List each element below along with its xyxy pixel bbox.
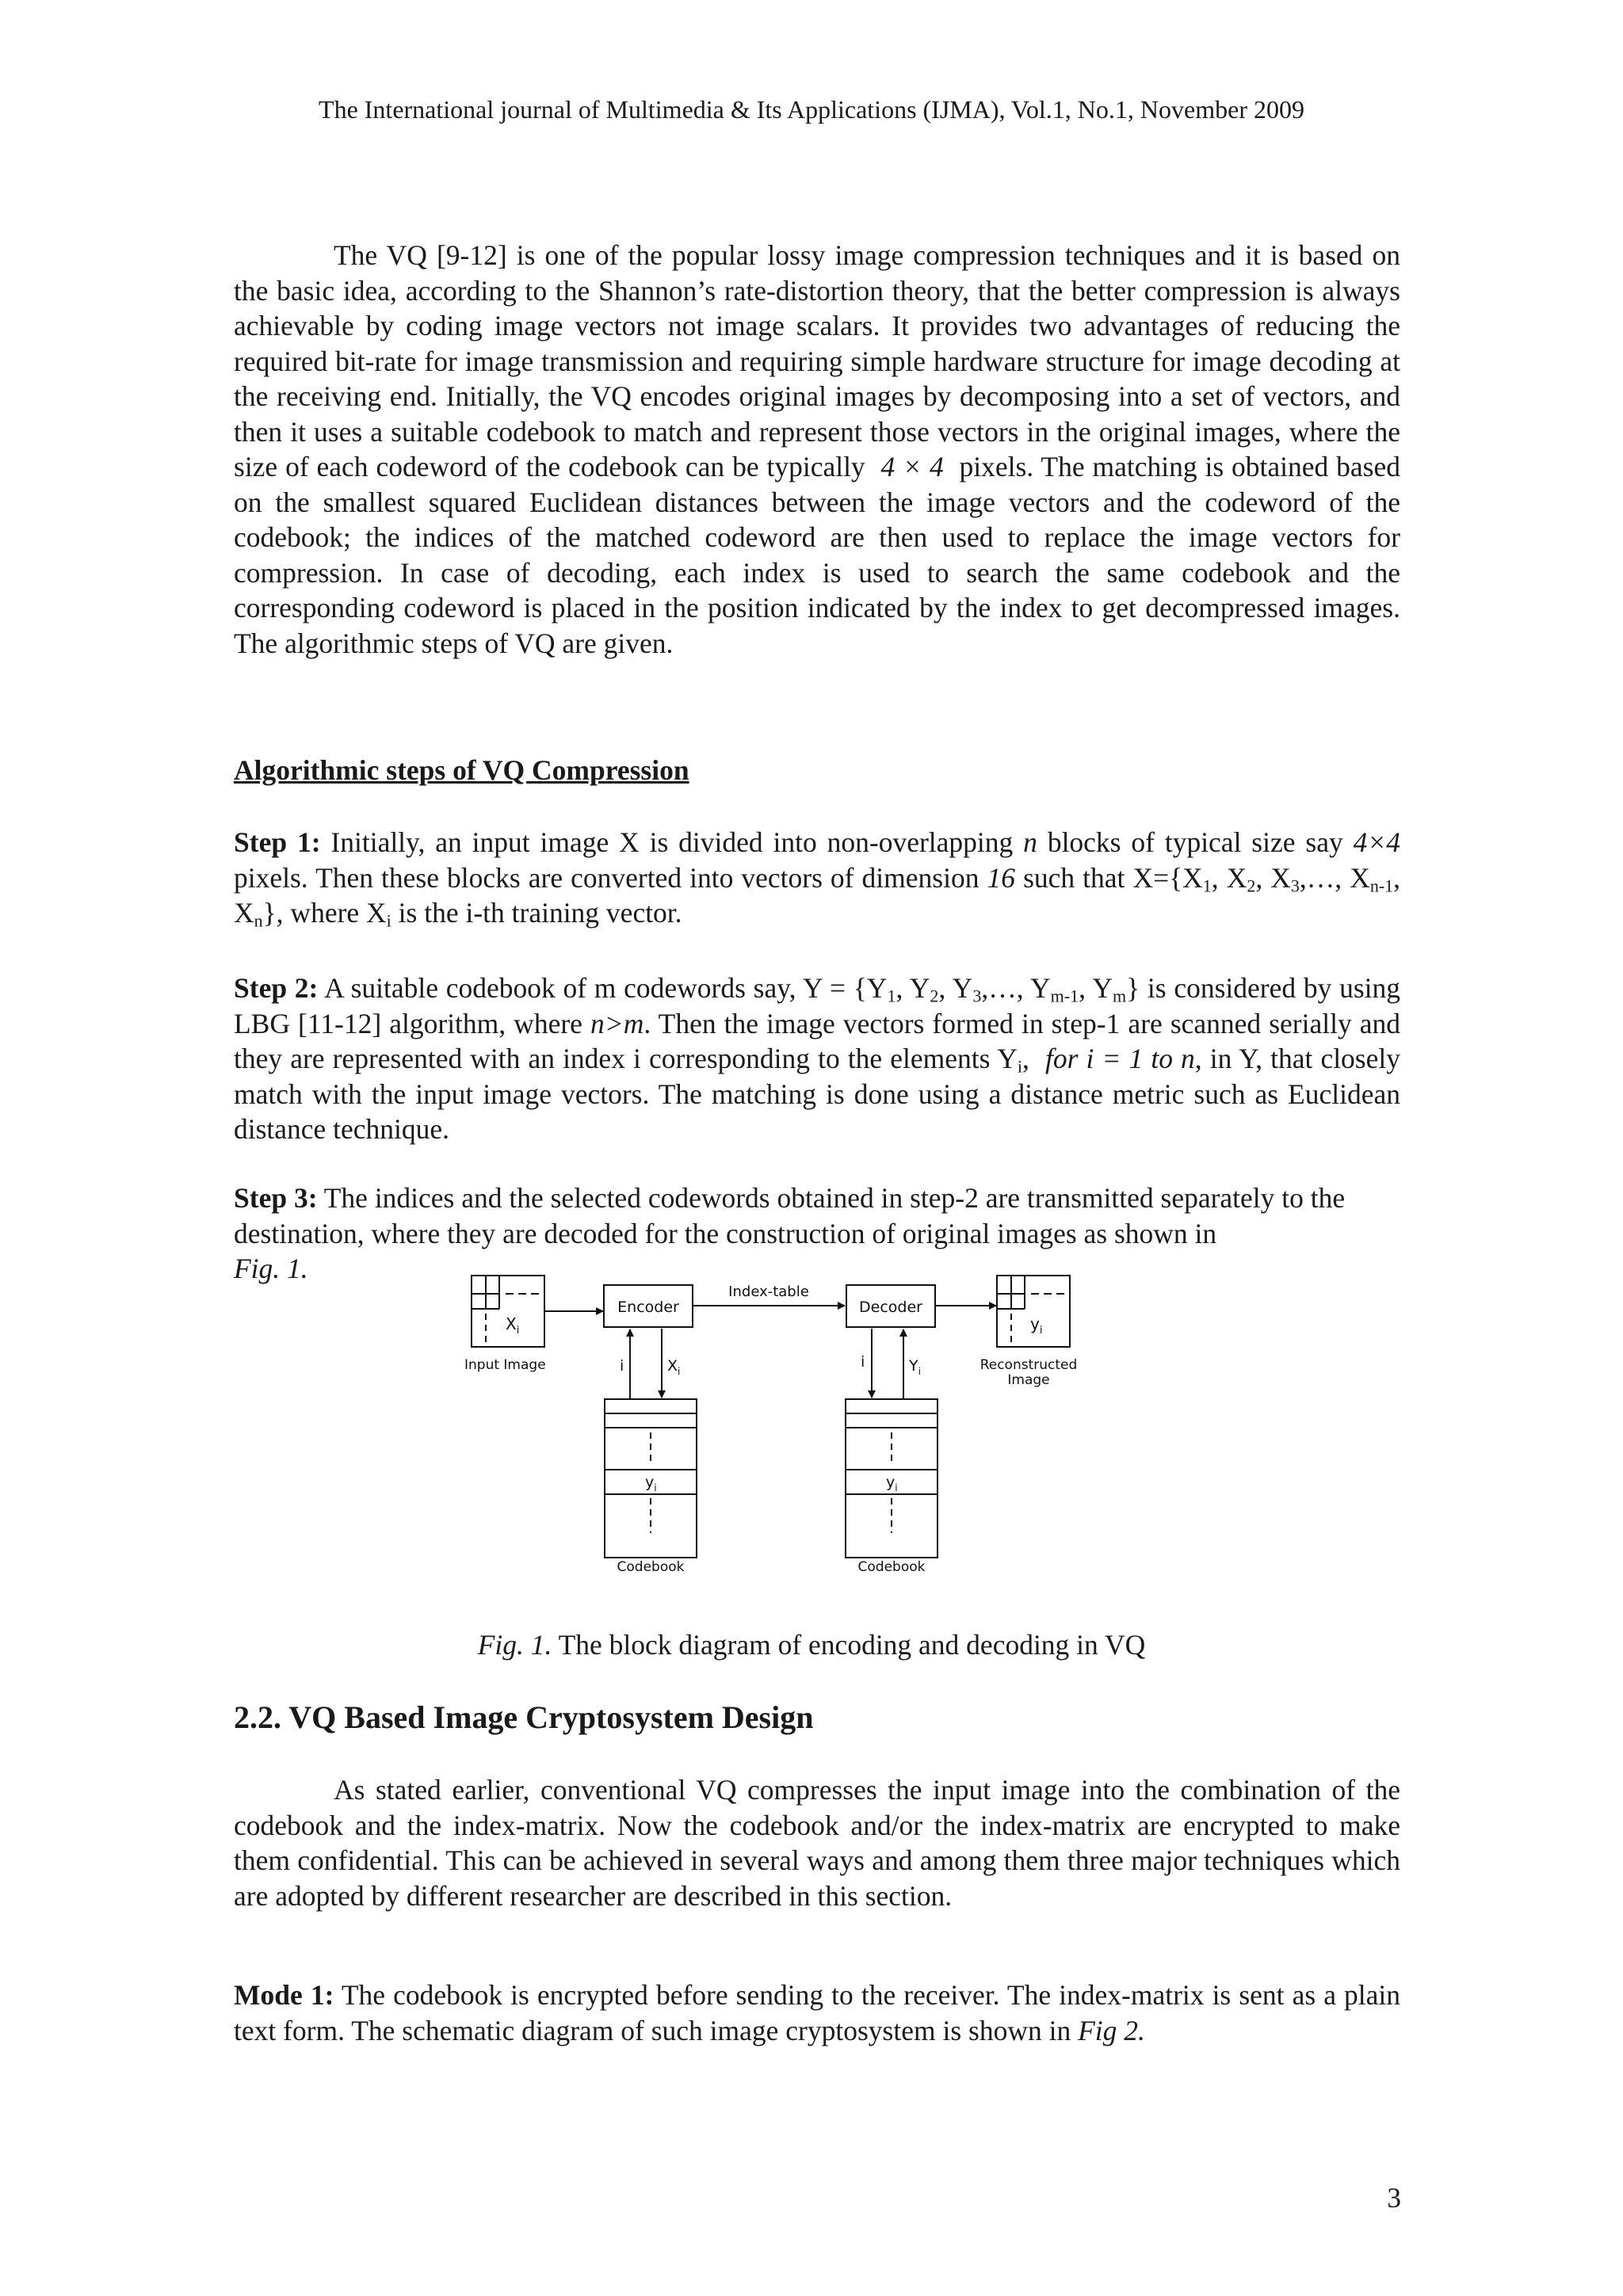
step-1-paragraph: Step 1: Initially, an input image X is divided into non-overlapping n blocks of typical size say 4×4 pixels. Then these blocks are converted into vectors of dimension 16 such that $X=\{X_1$, $X_2$, $X_3,\dots$, $X_{n-1}$, $X_n$}, where $X_i$ is the i-th training vector. xyxy=(234,826,1401,931)
encoder-vector-label: $X_i$ xyxy=(667,1357,681,1377)
encoder-codebook xyxy=(605,1399,697,1558)
fig-1-reference: Fig. 1. xyxy=(234,1253,308,1284)
step-1-label: Step 1: xyxy=(234,826,321,858)
vq-block-diagram xyxy=(452,1260,1102,1577)
fig-2-reference: Fig 2. xyxy=(1078,2014,1145,2046)
encoder-codebook-label: Codebook xyxy=(617,1559,685,1575)
decoder-codebook-entry: $y_i$ xyxy=(886,1474,898,1493)
decoder-vector-label: $Y_i$ xyxy=(909,1357,921,1377)
algorithm-heading: Algorithmic steps of VQ Compression xyxy=(234,754,689,786)
step-3-label: Step 3: xyxy=(234,1182,318,1214)
decoder-codebook-label: Codebook xyxy=(857,1559,926,1575)
reconstructed-label-line-2: Image xyxy=(1007,1372,1050,1388)
page-number: 3 xyxy=(1387,2182,1401,2214)
input-image-label: Input Image xyxy=(464,1357,546,1373)
step-2-label: Step 2: xyxy=(234,972,319,1004)
decoder-label: Decoder xyxy=(859,1299,922,1316)
section-2-2-title: 2.2. VQ Based Image Cryptosystem Design xyxy=(234,1699,814,1735)
mode-1-paragraph: Mode 1: The codebook is encrypted before sending to the receiver. The index-matrix is sent as a plain text form. The schematic diagram of such image cryptosystem is shown in Fig 2. xyxy=(234,1979,1401,2046)
encoder-index-label: i xyxy=(620,1357,624,1375)
step-3-paragraph: Step 3: The indices and the selected codewords obtained in step-2 are transmitted separately to the destination, where they are decoded for the construction of original images as shown in Fig. 1. xyxy=(234,1182,1346,1284)
reconstructed-image-block xyxy=(997,1276,1070,1347)
input-vector-label: $X_i$ xyxy=(506,1314,520,1337)
input-image-block xyxy=(472,1276,544,1347)
section-2-2-paragraph: As stated earlier, conventional VQ compresses the input image into the combination of the codebook and the index-matrix. Now the codebook and/or the index-matrix are encrypted to make them confidential. This can be achieved in several ways and among them three major techniques which are adopted by different researcher are described in this section. xyxy=(234,1774,1400,1912)
decoder-codebook xyxy=(846,1399,938,1558)
encoder-codebook-entry: $y_i$ xyxy=(645,1474,657,1493)
mode-1-label: Mode 1: xyxy=(234,1979,334,2011)
block-size-math: 4 × 4 xyxy=(880,451,944,482)
encoder-label: Encoder xyxy=(617,1299,679,1316)
intro-paragraph: The VQ [9-12] is one of the popular lossy image compression techniques and it is based on the basic idea, according to the Shannon’s rate-distortion theory, that the better compression is always achievable by coding image vectors not image scalars. It provides two advantages of reducing the required bit-rate for image transmission and requiring simple hardware structure for image decoding at the receiving end. Initially, the VQ encodes original images by decomposing into a set of vectors, and then it uses a suitable codebook to match and represent those vectors in the original images, where the size of each codeword of the codebook can be typically 4 × 4 pixels. The matching is obtained based on the smallest squared Euclidean distances between the image vectors and the codeword of the codebook; the indices of the matched codeword are then used to replace the image vectors for compression. In case of decoding, each index is used to search the same codebook and the corresponding codeword is placed in the position indicated by the index to get decompressed images. The algorithmic steps of VQ are given. xyxy=(234,239,1400,659)
figure-1-caption: Fig. 1. The block diagram of encoding and decoding in VQ xyxy=(477,1629,1146,1661)
reconstructed-label-line-1: Reconstructed xyxy=(980,1357,1078,1373)
decoder-index-label: i xyxy=(861,1353,865,1371)
index-table-label: Index-table xyxy=(728,1283,809,1300)
step-2-paragraph: Step 2: A suitable codebook of m codewords say, $Y = \{Y_1$, $Y_2$, $Y_3,\dots$, $Y_{m-1}$, $Y_m$} is considered by using LBG [11-12] algorithm, where n>m. Then the image vectors formed in step-1 are scanned serially and they are represented with an index i corresponding to the elements $Y_i$, for i = 1 to n, in Y, that closely match with the input image vectors. The matching is done using a distance metric such as Euclidean distance technique. xyxy=(234,972,1401,1145)
running-header: The International journal of Multimedia & Its Applications (IJMA), Vol.1, No.1, November 2009 xyxy=(319,95,1304,124)
reconstructed-vector-label: $y_i$ xyxy=(1030,1314,1043,1337)
figure-1-caption-label: Fig. 1. xyxy=(477,1629,552,1661)
